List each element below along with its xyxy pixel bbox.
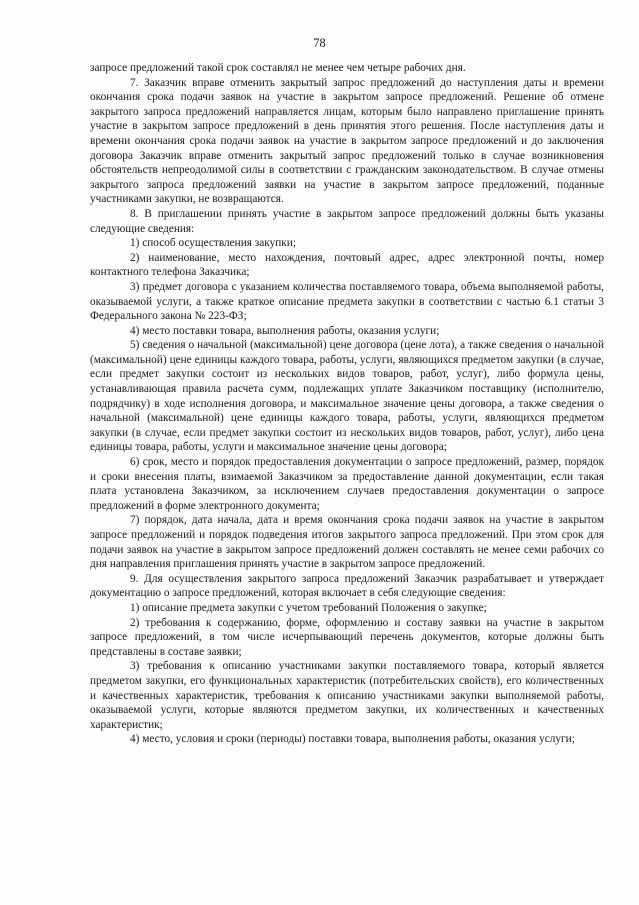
list-item: 1) способ осуществления закупки;	[130, 237, 296, 250]
paragraph: 9. Для осуществления закрытого запроса предложений Заказчик разрабатывает и утверждает документацию о запросе предложений, которая включает в себя следующие сведения:	[90, 572, 604, 600]
list-item: 7) порядок, дата начала, дата и время окончания срока подачи заявок на участие в закрытом запросе предложений и порядок подведения итогов закрытого запроса предложений. При этом срок для подачи заявок на участие в закрытом запросе предложений должен составлять не менее семи рабочих со дня направления приглашения принять участие в закрытом запросе предложений.	[90, 514, 604, 571]
list-item: 6) срок, место и порядок предоставления документации о запросе предложений, размер, порядок и сроки внесения платы, взимаемой Заказчиком за предоставление данной документации, если такая плата установлена Заказчиком, за исключением случаев предоставления документации о запросе предложений в форме электронного документа;	[90, 456, 604, 512]
document-body	[90, 61, 604, 747]
list-item: 2) наименование, место нахождения, почтовый адрес, адрес электронной почты, номер контактного телефона Заказчика;	[90, 251, 604, 279]
page-number: 78	[313, 36, 326, 50]
list-item: 2) требования к содержанию, форме, оформлению и составу заявки на участие в закрытом запросе предложений, в том числе исчерпывающий перечень документов, которые должны быть представлены в составе заявки;	[90, 616, 604, 658]
paragraph: запросе предложений такой срок составлял не менее чем четыре рабочих дня.	[90, 62, 466, 74]
list-item: 4) место, условия и сроки (периоды) поставки товара, выполнения работы, оказания услуги;	[130, 733, 575, 746]
list-item: 5) сведения о начальной (максимальной) цене договора (цене лота), а также сведения о начальной (максимальной) цене единицы каждого товара, работы, услуги, являющихся предметом закупки (в случае, если предмет закупки состоит из нескольких видов товаров, работ, услуг), либо формула цены, устанавливающая правила расчета сумм, подлежащих уплате Заказчиком поставщику (исполнителю, подрядчику) в ходе исполнения договора, и максимальное значение цены договора, а также сведения о начальной (максимальной) цене единицы каждого товара, работы, услуги, являющихся предметом закупки (в случае, если предмет закупки состоит из нескольких видов товаров, работ, услуг), либо цена единицы товара, работы, услуги и максимальное значение цены договора;	[90, 339, 604, 454]
paragraph: 8. В приглашении принять участие в закрытом запросе предложений должны быть указаны следующие сведения:	[90, 207, 604, 235]
list-item: 1) описание предмета закупки с учетом требований Положения о закупке;	[130, 601, 487, 614]
list-item: 4) место поставки товара, выполнения работы, оказания услуги;	[130, 324, 440, 337]
paragraph: 7. Заказчик вправе отменить закрытый запрос предложений до наступления даты и времени окончания срока подачи заявок на участие в закрытом запросе предложений. Решение об отмене закрытого запроса предложений направляется лицам, которым было направлено приглашение принять участие в закрытом запросе предложений в день принятия этого решения. После наступления даты и времени окончания срока подачи заявок на участие в закрытом запросе предложений и до заключения договора Заказчик вправе отменить закрытый запрос предложений только в случае возникновения обстоятельств непреодолимой силы в соответствии с гражданским законодательством. В случае отмены закрытого запроса предложений заявки на участие в закрытом запросе предложений, поданные участниками закупки, не возвращаются.	[90, 76, 604, 206]
list-item: 3) требования к описанию участниками закупки поставляемого товара, который является предметом закупки, его функциональных характеристик (потребительских свойств), его количественных и качественных характеристик, требования к описанию участниками закупки выполняемой работы, оказываемой услуги, которые являются предметом закупки, их количественных и качественных характеристик;	[90, 660, 604, 731]
list-item: 3) предмет договора с указанием количества поставляемого товара, объема выполняемой работы, оказываемой услуги, а также краткое описание предмета закупки в соответствии с частью 6.1 статьи 3 Федерального закона № 223-ФЗ;	[90, 280, 604, 323]
